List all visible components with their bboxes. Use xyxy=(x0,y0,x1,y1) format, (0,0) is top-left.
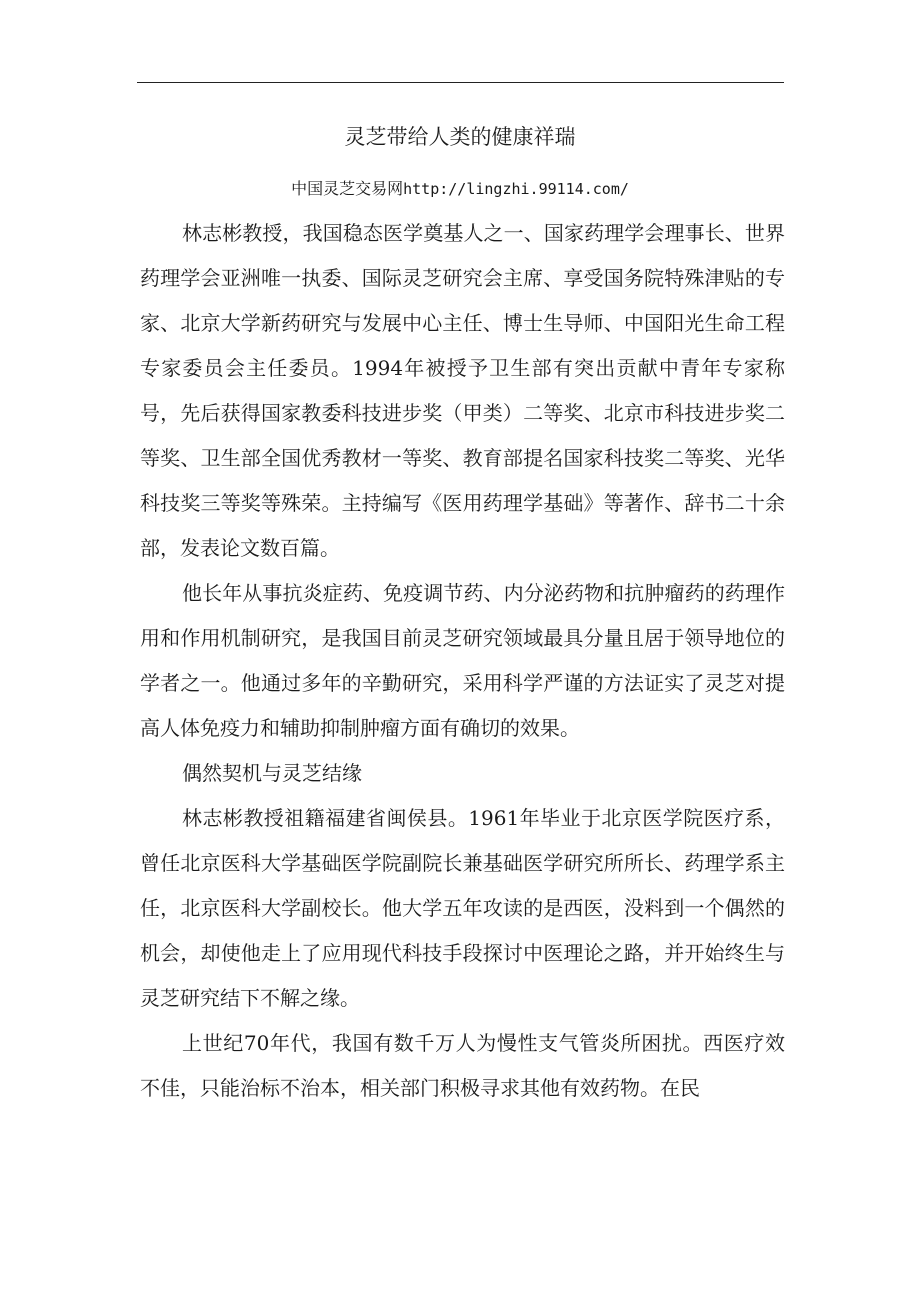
section-subheading: 偶然契机与灵芝结缘 xyxy=(182,761,362,785)
paragraph-2: 他长年从事抗炎症药、免疫调节药、内分泌药物和抗肿瘤药的药理作用和作用机制研究，是我国目前灵芝研究领域最具分量且居于领导地位的学者之一。他通过多年的辛勤研究，采用科学严谨的方法证实了灵芝对提高人体免疫力和辅助抑制肿瘤方面有确切的效果。 xyxy=(140,581,785,740)
source-site-name: 中国灵芝交易网 xyxy=(291,179,404,198)
source-url: http://lingzhi.99114.com/ xyxy=(403,180,629,198)
source-line xyxy=(0,176,920,202)
paragraph-3: 林志彬教授祖籍福建省闽侯县。1961年毕业于北京医学院医疗系，曾任北京医科大学基础医学院副院长兼基础医学研究所所长、药理学系主任，北京医科大学副校长。他大学五年攻读的是西医，没料到一个偶然的机会，却使他走上了应用现代科技手段探讨中医理论之路，并开始终生与灵芝研究结下不解之缘。 xyxy=(140,806,785,1010)
article-body xyxy=(140,211,785,1111)
page-title: 灵芝带给人类的健康祥瑞 xyxy=(344,125,576,149)
paragraph-1: 林志彬教授，我国稳态医学奠基人之一、国家药理学会理事长、世界药理学会亚洲唯一执委、国际灵芝研究会主席、享受国务院特殊津贴的专家、北京大学新药研究与发展中心主任、博士生导师、中国阳光生命工程专家委员会主任委员。1994年被授予卫生部有突出贡献中青年专家称号，先后获得国家教委科技进步奖（甲类）二等奖、北京市科技进步奖二等奖、卫生部全国优秀教材一等奖、教育部提名国家科技奖二等奖、光华科技奖三等奖等殊荣。主持编写《医用药理学基础》等著作、辞书二十余部，发表论文数百篇。 xyxy=(140,221,785,560)
paragraph-4: 上世纪70年代，我国有数千万人为慢性支气管炎所困扰。西医疗效不佳，只能治标不治本，相关部门积极寻求其他有效药物。在民 xyxy=(140,1031,785,1100)
header-rule xyxy=(137,82,784,83)
